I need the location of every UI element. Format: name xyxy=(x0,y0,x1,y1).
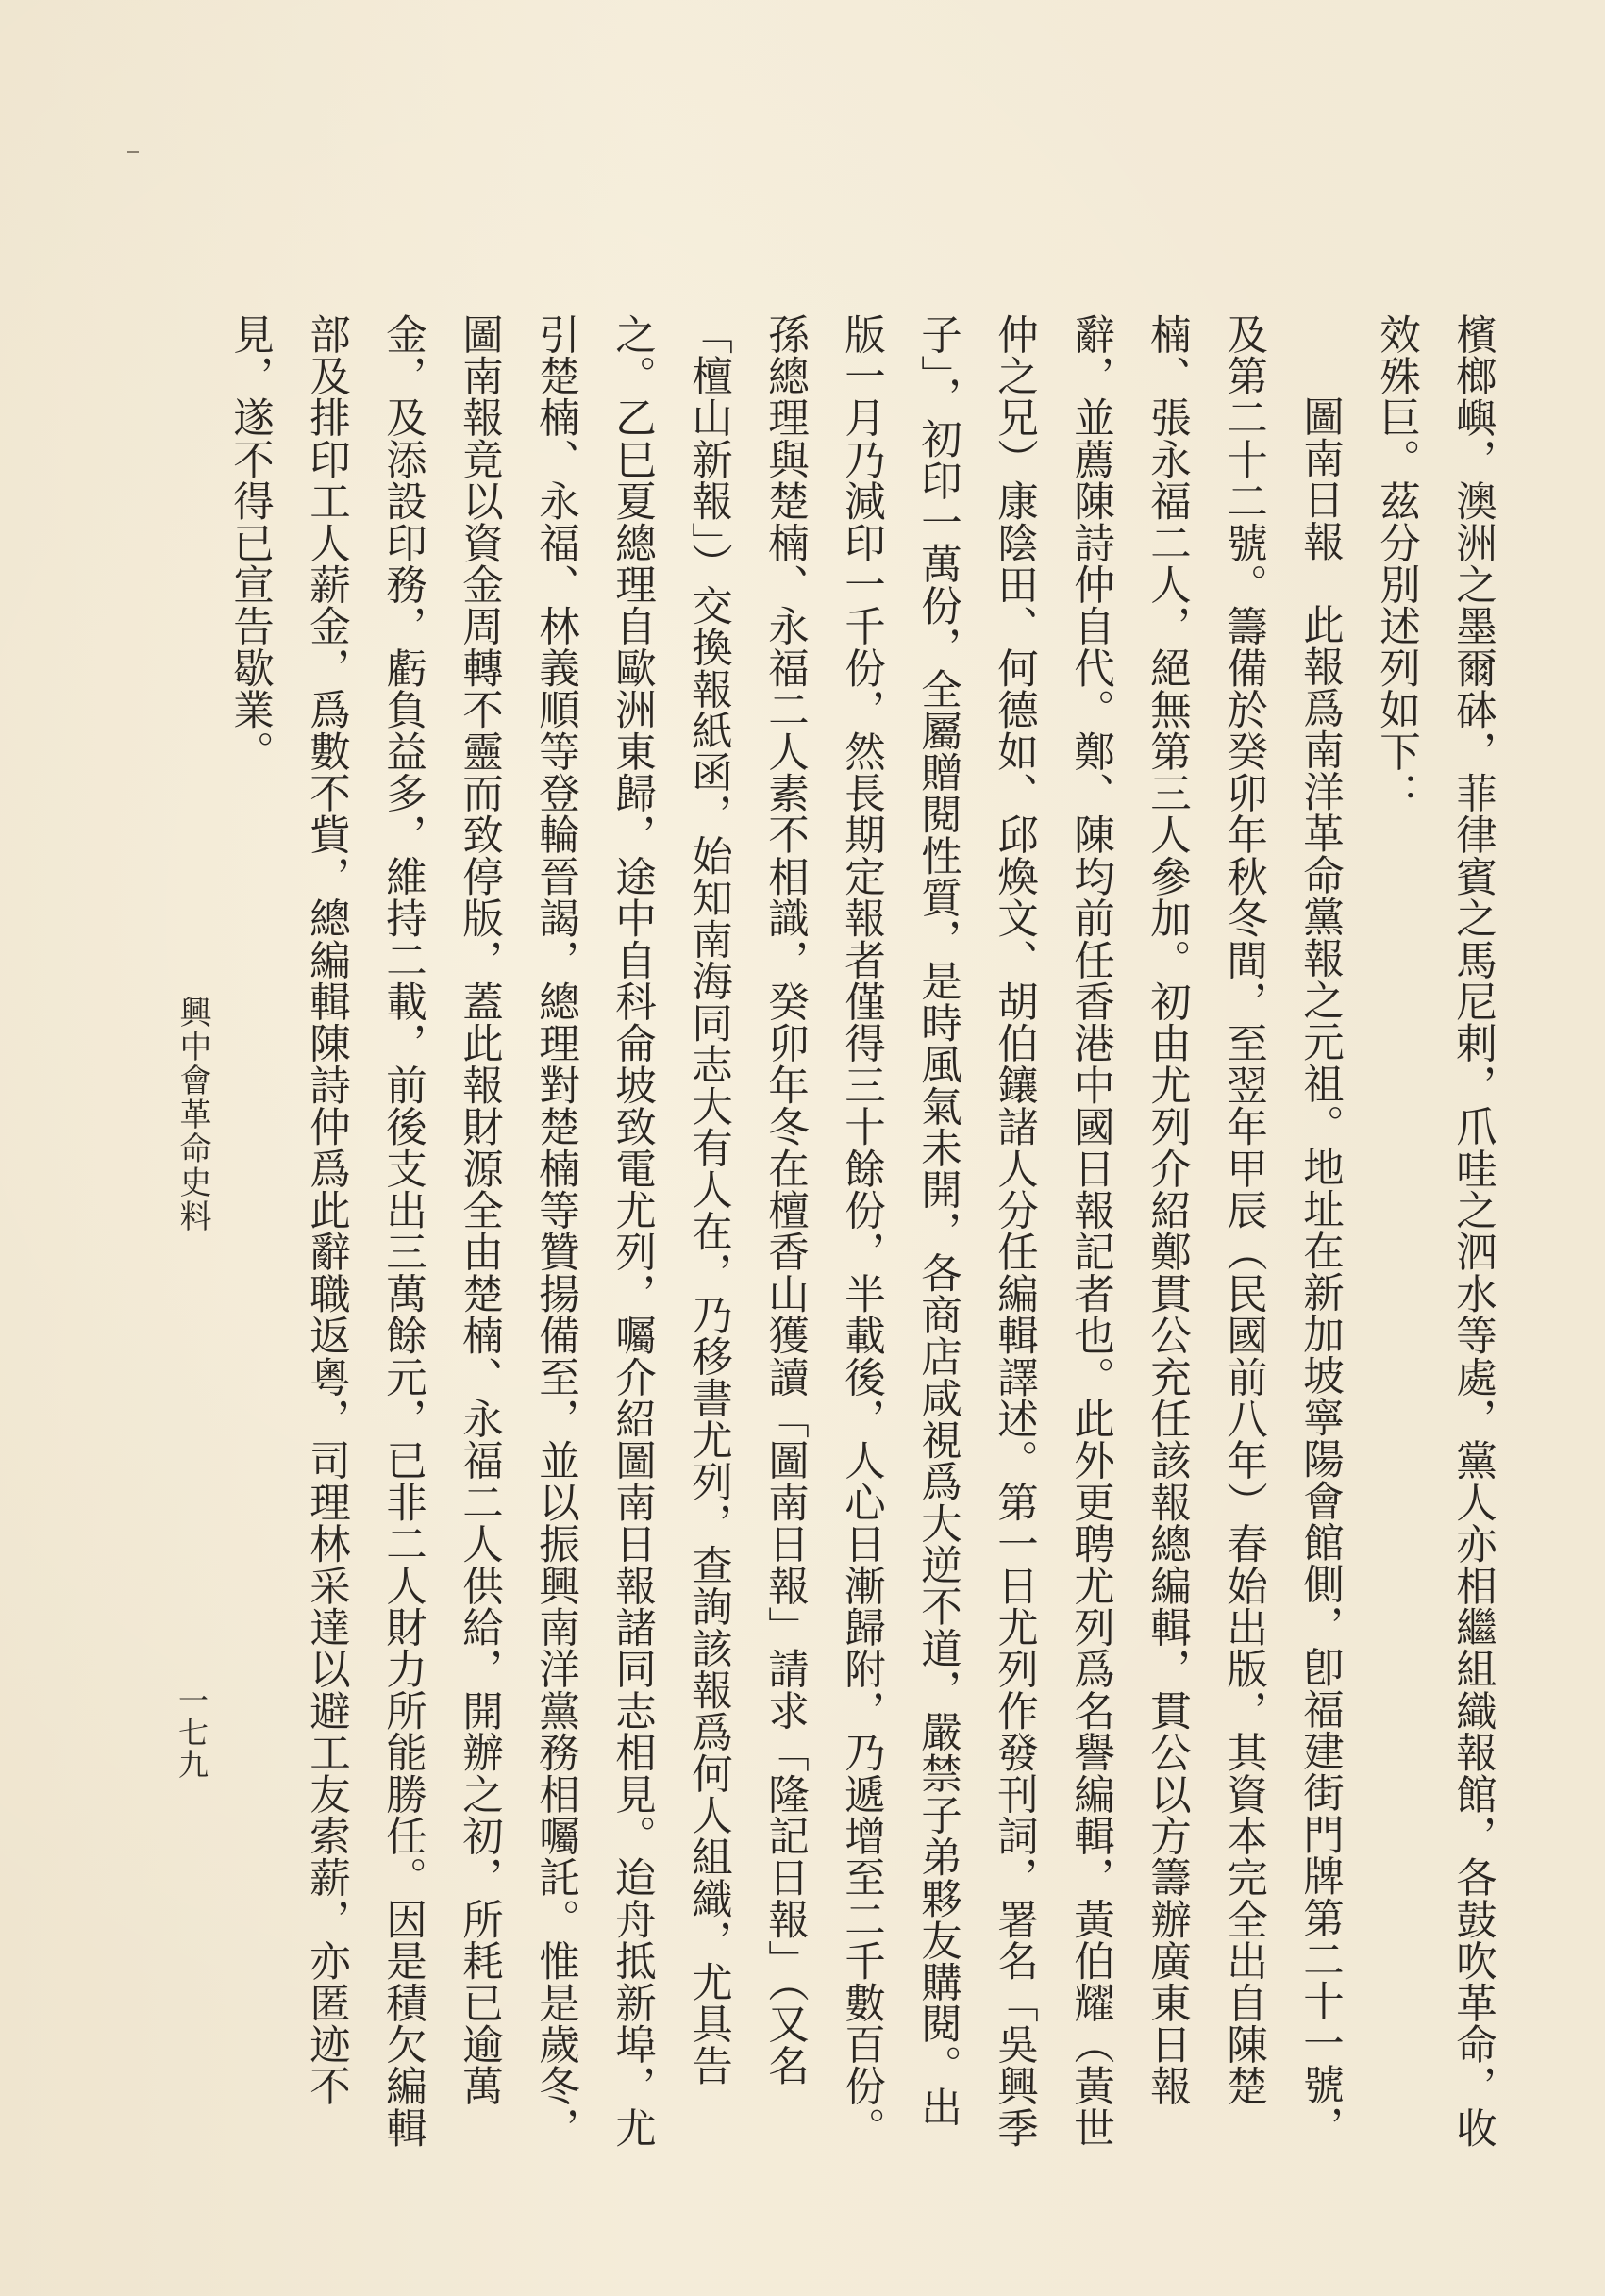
text-column: 金，及添設印務，虧負益多，維持二載，前後支出三萬餘元，已非二人財力所能勝任。因是積欠編輯 xyxy=(379,313,426,2149)
text-column: 部及排印工人薪金，爲數不貲，總編輯陳詩仲爲此辭職返粵，司理林采達以避工友索薪，亦匿迹不 xyxy=(303,313,350,2107)
text-run: 此報爲南洋革命黨報之元祖。地址在新加坡寧陽會館側，卽福建街門牌第二十一號， xyxy=(1296,603,1344,2148)
running-footer-book-title: 興中會革命史料 xyxy=(174,996,211,1233)
text-column: 楠、張永福二人，絕無第三人參加。初由尤列介紹鄭貫公充任該報總編輯，貫公以方籌辦廣東日報 xyxy=(1144,313,1191,2107)
text-column: 孫總理與楚楠、永福二人素不相識，癸卯年冬在檀香山獲讀「圖南日報」請求「隆記日報」（又名 xyxy=(761,313,809,2087)
text-column: 見，遂不得已宣告歇業。 xyxy=(226,313,274,773)
text-column: 引楚楠、永福、林義順等登輪晉謁，總理對楚楠等贊揚備至，並以振興南洋黨務相囑託。惟是歲冬， xyxy=(532,313,579,2149)
text-column: 檳榔嶼，澳洲之墨爾砵，菲律賓之馬尼剌，爪哇之泗水等處，黨人亦相繼組織報館，各鼓吹革命，收 xyxy=(1449,313,1496,2149)
text-column: 仲之兄）康陰田、何德如、邱煥文、胡伯鑲諸人分任編輯譯述。第一日尤列作發刊詞，署名「吳興季 xyxy=(991,313,1038,2149)
page-number: 一七九 xyxy=(174,1684,209,1781)
text-column: 版一月乃減印一千份，然長期定報者僅得三十餘份，半載後，人心日漸歸附，乃遞增至二千數百份。 xyxy=(838,313,885,2149)
text-column: 「檀山新報」）交換報紙函，始知南海同志大有人在，乃移書尤列，查詢該報爲何人組織，尤具告 xyxy=(685,313,732,2087)
body-text xyxy=(211,313,1511,2149)
text-column: 子」，初印一萬份，全屬贈閱性質，是時風氣未開，各商店咸視爲大逆不道，嚴禁子弟夥友購閱。出 xyxy=(914,313,961,2129)
text-column: 效殊巨。茲分別述列如下： xyxy=(1373,313,1420,814)
text-column: 之。乙巳夏總理自歐洲東歸，途中自科侖坡致電尤列，囑介紹圖南日報諸同志相見。迨舟抵新埠，尤 xyxy=(609,313,656,2149)
text-column: 圖南報竟以資金周轉不靈而致停版，蓋此報財源全由楚楠、永福二人供給，開辦之初，所耗已逾萬 xyxy=(456,313,503,2107)
text-column: 及第二十二號。籌備於癸卯年秋冬間，至翌年甲辰（民國前八年）春始出版，其資本完全出自陳楚 xyxy=(1220,313,1267,2107)
print-mark xyxy=(127,151,139,153)
text-column-with-heading xyxy=(1281,313,1358,2148)
section-heading: 圖南日報 xyxy=(1296,395,1344,562)
text-column: 辭，並薦陳詩仲自代。鄭、陳均前任香港中國日報記者也。此外更聘尤列爲名譽編輯，黃伯耀（黃世 xyxy=(1067,313,1114,2149)
